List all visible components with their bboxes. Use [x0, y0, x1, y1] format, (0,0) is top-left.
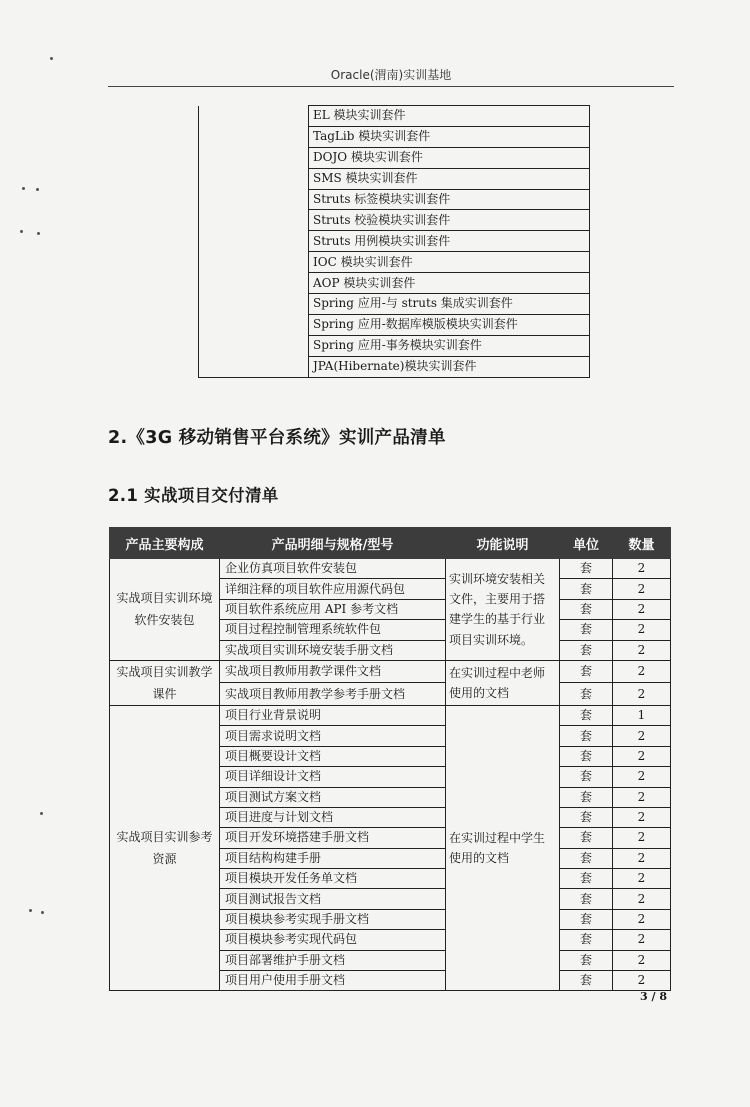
unit-cell: 套 [560, 889, 613, 909]
detail-cell: 项目需求说明文档 [220, 726, 446, 746]
detail-cell: 项目开发环境搭建手册文档 [220, 828, 446, 848]
module-item: SMS 模块实训套件 [309, 168, 590, 189]
detail-cell: 详细注释的项目软件应用源代码包 [220, 579, 446, 599]
unit-cell: 套 [560, 599, 613, 619]
detail-cell: 项目过程控制管理系统软件包 [220, 620, 446, 640]
detail-cell: 项目软件系统应用 API 参考文档 [220, 599, 446, 619]
quantity-cell: 2 [613, 848, 671, 868]
unit-cell: 套 [560, 807, 613, 827]
page-number: 3 / 8 [640, 990, 667, 1003]
detail-cell: 实战项目实训环境安装手册文档 [220, 640, 446, 660]
quantity-cell: 2 [613, 660, 671, 683]
scan-speck [37, 232, 40, 235]
quantity-cell: 2 [613, 889, 671, 909]
unit-cell: 套 [560, 683, 613, 706]
blank-category-cell [199, 106, 309, 378]
column-header: 产品主要构成 [110, 528, 220, 559]
quantity-cell: 2 [613, 828, 671, 848]
module-item: Spring 应用-数据库模版模块实训套件 [309, 314, 590, 335]
detail-cell: 实战项目教师用教学课件文档 [220, 660, 446, 683]
unit-cell: 套 [560, 909, 613, 929]
table-row [110, 705, 671, 725]
scan-speck [50, 57, 53, 60]
header-divider [108, 86, 674, 87]
quantity-cell: 2 [613, 599, 671, 619]
detail-cell: 企业仿真项目软件安装包 [220, 559, 446, 579]
detail-cell: 项目行业背景说明 [220, 705, 446, 725]
quantity-cell: 2 [613, 640, 671, 660]
module-item: AOP 模块实训套件 [309, 273, 590, 294]
unit-cell: 套 [560, 869, 613, 889]
detail-cell: 项目测试报告文档 [220, 889, 446, 909]
unit-cell: 套 [560, 930, 613, 950]
detail-cell: 项目概要设计文档 [220, 746, 446, 766]
table-row [110, 660, 671, 683]
table-row [199, 106, 590, 127]
module-item: Spring 应用-事务模块实训套件 [309, 335, 590, 356]
category-cell: 实战项目实训教学课件 [110, 660, 220, 705]
function-cell: 在实训过程中老师使用的文档 [446, 660, 560, 705]
column-header: 产品明细与规格/型号 [220, 528, 446, 559]
column-header: 功能说明 [446, 528, 560, 559]
page-header: Oracle(渭南)实训基地 [330, 68, 452, 82]
unit-cell: 套 [560, 620, 613, 640]
unit-cell: 套 [560, 559, 613, 579]
unit-cell: 套 [560, 579, 613, 599]
detail-cell: 实战项目教师用教学参考手册文档 [220, 683, 446, 706]
quantity-cell: 2 [613, 950, 671, 970]
scan-speck [20, 230, 23, 233]
detail-cell: 项目详细设计文档 [220, 767, 446, 787]
quantity-cell: 2 [613, 930, 671, 950]
continued-module-table [198, 105, 590, 378]
unit-cell: 套 [560, 746, 613, 766]
unit-cell: 套 [560, 950, 613, 970]
detail-cell: 项目结构构建手册 [220, 848, 446, 868]
quantity-cell: 2 [613, 971, 671, 991]
column-header: 单位 [560, 528, 613, 559]
module-item: TagLib 模块实训套件 [309, 126, 590, 147]
unit-cell: 套 [560, 660, 613, 683]
module-item: JPA(Hibernate)模块实训套件 [309, 356, 590, 377]
scan-speck [22, 187, 25, 190]
unit-cell: 套 [560, 726, 613, 746]
table-header-row [110, 528, 671, 559]
detail-cell: 项目部署维护手册文档 [220, 950, 446, 970]
unit-cell: 套 [560, 828, 613, 848]
quantity-cell: 2 [613, 807, 671, 827]
detail-cell: 项目模块参考实现手册文档 [220, 909, 446, 929]
unit-cell: 套 [560, 971, 613, 991]
quantity-cell: 2 [613, 559, 671, 579]
detail-cell: 项目用户使用手册文档 [220, 971, 446, 991]
unit-cell: 套 [560, 705, 613, 725]
detail-cell: 项目进度与计划文档 [220, 807, 446, 827]
section-heading: 2.《3G 移动销售平台系统》实训产品清单 [108, 428, 446, 448]
detail-cell: 项目模块参考实现代码包 [220, 930, 446, 950]
module-item: Struts 校验模块实训套件 [309, 210, 590, 231]
subsection-heading: 2.1 实战项目交付清单 [108, 486, 279, 505]
quantity-cell: 2 [613, 787, 671, 807]
scan-speck [36, 188, 39, 191]
quantity-cell: 2 [613, 683, 671, 706]
category-cell: 实战项目实训参考资源 [110, 705, 220, 990]
module-item: Spring 应用-与 struts 集成实训套件 [309, 294, 590, 315]
function-cell: 在实训过程中学生使用的文档 [446, 705, 560, 990]
quantity-cell: 2 [613, 746, 671, 766]
quantity-cell: 2 [613, 767, 671, 787]
quantity-cell: 2 [613, 726, 671, 746]
quantity-cell: 2 [613, 869, 671, 889]
delivery-list-table [109, 527, 671, 991]
scan-speck [40, 812, 43, 815]
unit-cell: 套 [560, 787, 613, 807]
module-item: Struts 标签模块实训套件 [309, 189, 590, 210]
quantity-cell: 2 [613, 620, 671, 640]
quantity-cell: 1 [613, 705, 671, 725]
unit-cell: 套 [560, 640, 613, 660]
scan-speck [41, 911, 44, 914]
module-item: EL 模块实训套件 [309, 106, 590, 127]
unit-cell: 套 [560, 767, 613, 787]
function-cell: 实训环境安装相关文件，主要用于搭建学生的基于行业项目实训环境。 [446, 559, 560, 661]
quantity-cell: 2 [613, 909, 671, 929]
detail-cell: 项目模块开发任务单文档 [220, 869, 446, 889]
module-item: Struts 用例模块实训套件 [309, 231, 590, 252]
table-row [110, 559, 671, 579]
module-item: IOC 模块实训套件 [309, 252, 590, 273]
category-cell: 实战项目实训环境软件安装包 [110, 559, 220, 661]
quantity-cell: 2 [613, 579, 671, 599]
column-header: 数量 [613, 528, 671, 559]
detail-cell: 项目测试方案文档 [220, 787, 446, 807]
module-item: DOJO 模块实训套件 [309, 147, 590, 168]
unit-cell: 套 [560, 848, 613, 868]
scan-speck [29, 909, 32, 912]
